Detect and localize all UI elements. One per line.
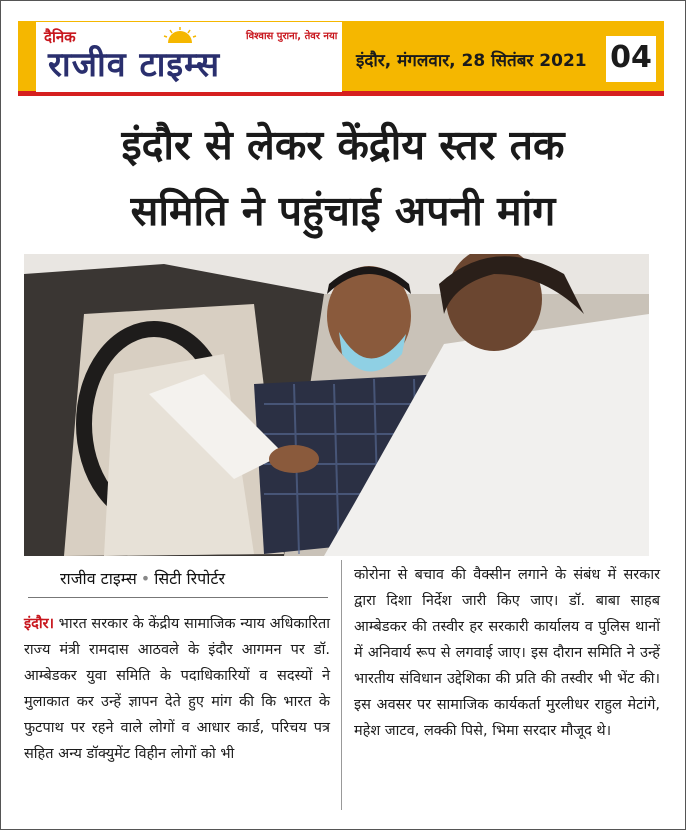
article-dateline: इंदौर। [24, 616, 55, 632]
logo-dainik-text: दैनिक [44, 28, 76, 46]
byline-source: राजीव टाइम्स [60, 569, 137, 588]
article-body-left-text: भारत सरकार के केंद्रीय सामाजिक न्याय अधिकारिता राज्य मंत्री रामदास आठवले के इंदौर आगमन पर डॉ. आम्बेडकर युवा समिति के पदाधिकारियों व सदस्यों ने मुलाकात कर उन्हें ज्ञापन देते हुए मांग की कि भारत के फुटपाथ पर रहने वाले लोगों व आधार कार्ड, परिचय पत्र सहित अन्य डॉक्युमेंट विहीन लोगों को भी [24, 616, 331, 762]
byline-separator: • [140, 569, 151, 588]
byline [60, 567, 225, 589]
byline-rule [28, 597, 328, 598]
headline-line-2: समिति ने पहुंचाई अपनी मांग [130, 187, 556, 235]
article-body-left [24, 611, 330, 767]
headline-line-1: इंदौर से लेकर केंद्रीय स्तर तक [121, 121, 565, 169]
byline-role: सिटी रिपोर्टर [154, 569, 226, 588]
news-photo [24, 254, 649, 556]
page-number: 04 [610, 40, 652, 75]
logo-tagline: विश्वास पुराना, तेवर नया [246, 31, 338, 42]
photo-illustration [24, 254, 649, 556]
article-body-right: कोरोना से बचाव की वैक्सीन लगाने के संबंध में सरकार द्वारा दिशा निर्देश जारी किए जाए। डॉ. बाबा साहब आम्बेडकर की तस्वीर हर सरकारी कार्यालय व पुलिस थानों में अनिवार्य रूप से लगवाई जाए। इस दौरान समिति ने उन्हें भारतीय संविधान उद्देशिका की प्रति की तस्वीर भी भेंट की। इस अवसर पर सामाजिक कार्यकर्ता मुरलीधर राहुल मेटांगे, महेश जाटव, लक्की पिसे, भिमा सरदार मौजूद थे। [354, 567, 660, 739]
newspaper-name: राजीव टाइम्स [48, 45, 221, 85]
headline [12, 112, 674, 244]
edition-dateline: इंदौर, मंगलवार, 28 सितंबर 2021 [356, 51, 587, 71]
column-divider [341, 560, 342, 810]
